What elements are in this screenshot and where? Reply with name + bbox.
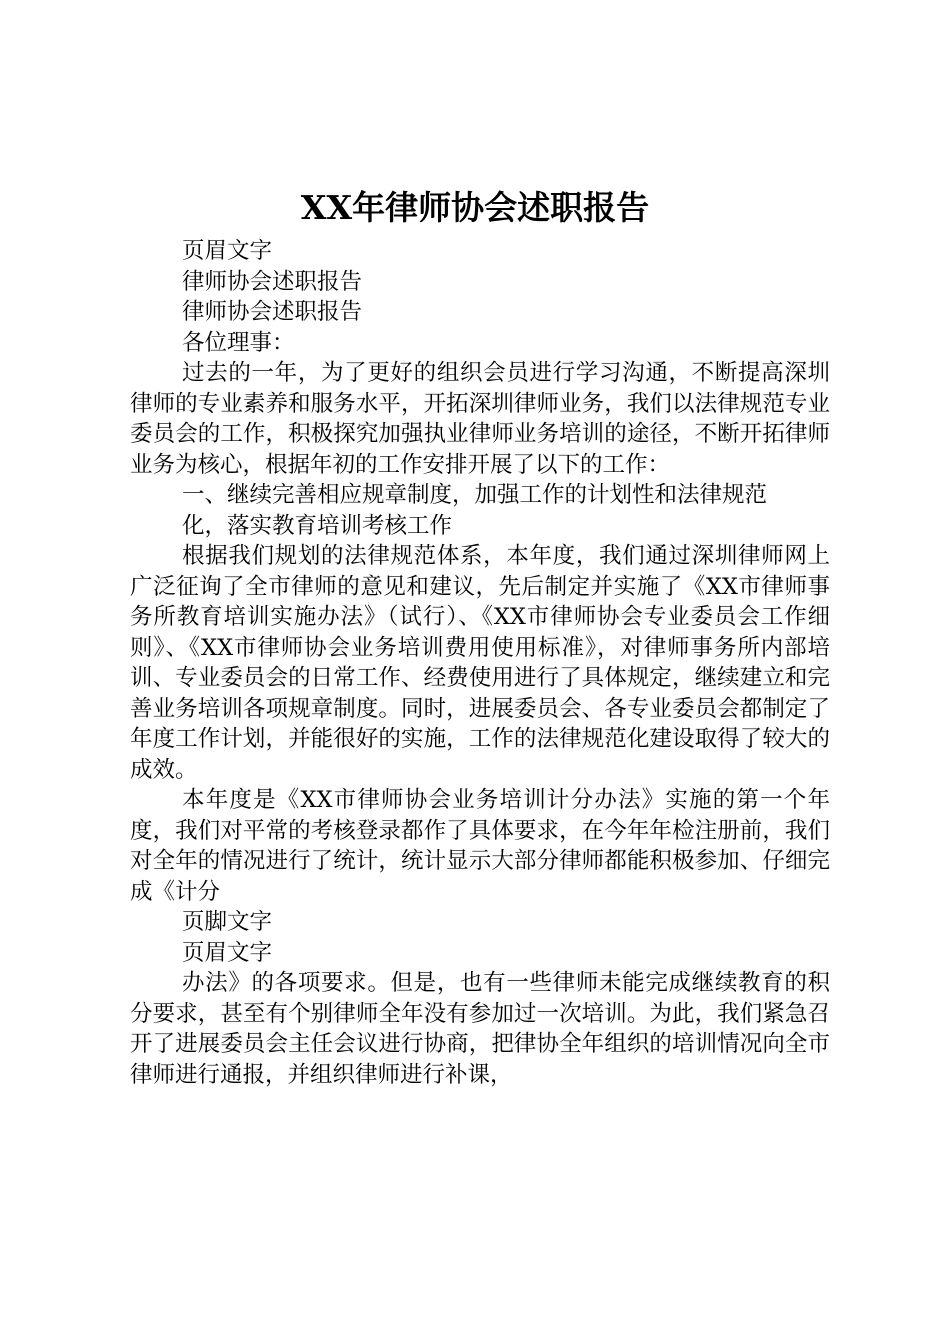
header-text: 页眉文字 bbox=[182, 238, 273, 264]
paragraph-scoring: 本年度是《XX市律师协会业务培训计分办法》实施的第一个年度，我们对平常的考核登录都作了具体要求，在今年年检注册前，我们对全年的情况进行了统计，统计显示大部分律师都能积极参加、仔细完成《计分 bbox=[130, 787, 830, 905]
header-text-page-2: 页眉文字 bbox=[182, 939, 273, 966]
paragraph-scoring-continued: 办法》的各项要求。但是，也有一些律师未能完成继续教育的积分要求，甚至有个别律师全年没有参加过一次培训。为此，我们紧急召开了进展委员会主任会议进行协商，把律协全年组织的培训情况向全市律师进行通报，并组织律师进行补课， bbox=[130, 970, 830, 1088]
paragraph-report-name-repeat: 律师协会述职报告 bbox=[182, 299, 363, 325]
document-title: XX年律师协会述职报告 bbox=[300, 188, 650, 227]
section-heading-1-continued: 化，落实教育培训考核工作 bbox=[182, 512, 453, 539]
paragraph-intro: 过去的一年，为了更好的组织会员进行学习沟通，不断提高深圳律师的专业素养和服务水平，开拓深圳律师业务，我们以法律规范专业委员会的工作，积极探究加强执业律师业务培训的途径，不断开拓律师业务为核心，根据年初的工作安排开展了以下的工作： bbox=[130, 360, 830, 478]
document-body bbox=[130, 236, 830, 1090]
salutation: 各位理事： bbox=[182, 329, 295, 356]
paragraph-regulations: 根据我们规划的法律规范体系，本年度，我们通过深圳律师网上广泛征询了全市律师的意见和建议，先后制定并实施了《XX市律师事务所教育培训实施办法》（试行）、《XX市律师协会专业委员会工作细则》、《XX市律师协会业务培训费用使用标准》，对律师事务所内部培训、专业委员会的日常工作、经费使用进行了具体规定，继续建立和完善业务培训各项规章制度。同时，进展委员会、各专业委员会都制定了年度工作计划，并能很好的实施，工作的法律规范化建设取得了较大的成效。 bbox=[130, 543, 830, 783]
footer-text: 页脚文字 bbox=[182, 909, 273, 935]
paragraph-report-name: 律师协会述职报告 bbox=[182, 268, 363, 295]
section-heading-1: 一、继续完善相应规章制度，加强工作的计划性和法律规范 bbox=[182, 482, 768, 508]
